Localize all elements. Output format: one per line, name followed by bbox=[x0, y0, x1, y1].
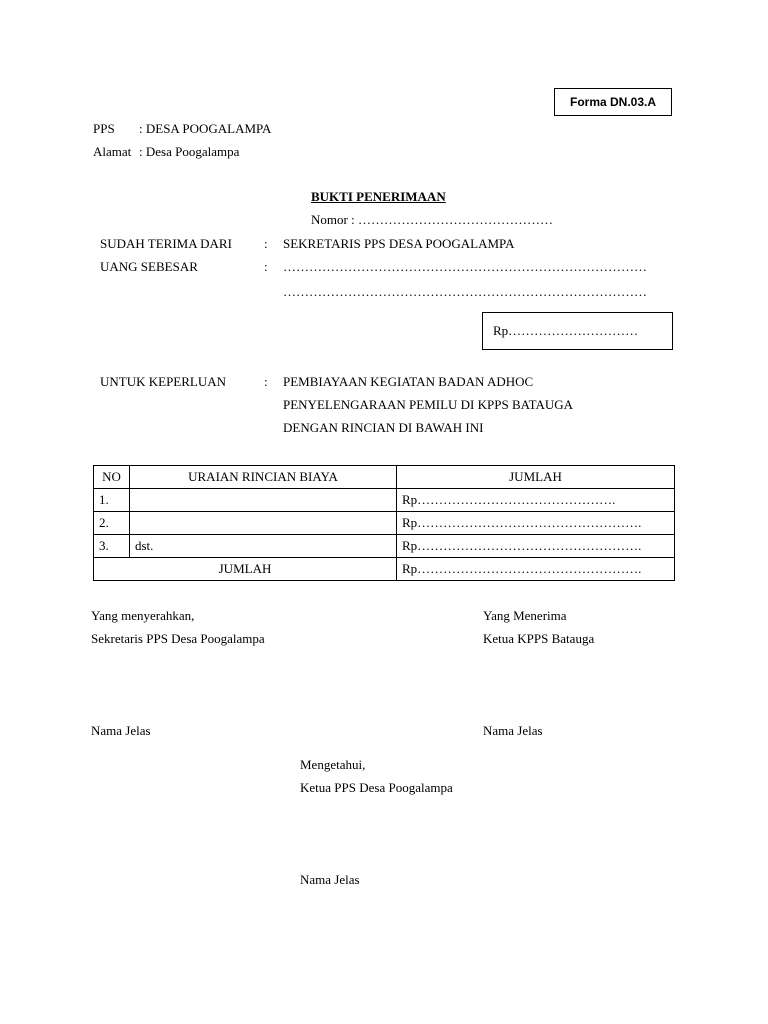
table-row bbox=[94, 512, 675, 535]
document-title: BUKTI PENERIMAAN bbox=[311, 189, 446, 204]
total-label: JUMLAH bbox=[94, 558, 397, 581]
row-uraian: dst. bbox=[130, 535, 397, 558]
header-jumlah: JUMLAH bbox=[397, 466, 675, 489]
table-row bbox=[94, 489, 675, 512]
right-sign-name: Nama Jelas bbox=[483, 723, 543, 738]
header-uraian: URAIAN RINCIAN BIAYA bbox=[130, 466, 397, 489]
right-sign-line-2: Ketua KPPS Batauga bbox=[483, 631, 595, 646]
row-jumlah: Rp………………………………………. bbox=[397, 489, 675, 512]
center-sign-line-2: Ketua PPS Desa Poogalampa bbox=[300, 780, 453, 795]
amount-box-text: Rp………………………… bbox=[493, 323, 639, 338]
keperluan-line-2: PENYELENGARAAN PEMILU DI KPPS BATAUGA bbox=[283, 397, 574, 412]
pps-value: : DESA POOGALAMPA bbox=[139, 121, 272, 136]
total-value: Rp……………………………………………. bbox=[397, 558, 675, 581]
form-code-label: Forma DN.03.A bbox=[569, 95, 657, 109]
header-no: NO bbox=[94, 466, 130, 489]
center-sign-line-1: Mengetahui, bbox=[300, 757, 366, 772]
table-header-row bbox=[94, 466, 675, 489]
row-uraian bbox=[130, 489, 397, 512]
row-uraian bbox=[130, 512, 397, 535]
keperluan-label: UNTUK KEPERLUAN bbox=[100, 374, 227, 389]
alamat-label: Alamat bbox=[93, 144, 132, 159]
table-total-row bbox=[94, 558, 675, 581]
nomor-field: Nomor : ……………………………………… bbox=[311, 212, 553, 227]
row-jumlah: Rp……………………………………………. bbox=[397, 512, 675, 535]
uang-line-2: ………………………………………………………………………… bbox=[283, 284, 647, 299]
left-sign-name: Nama Jelas bbox=[91, 723, 151, 738]
uang-line-1: ………………………………………………………………………… bbox=[283, 259, 647, 274]
terima-colon: : bbox=[264, 236, 268, 251]
left-sign-line-2: Sekretaris PPS Desa Poogalampa bbox=[91, 631, 265, 646]
row-no: 2. bbox=[94, 512, 130, 535]
terima-value: SEKRETARIS PPS DESA POOGALAMPA bbox=[283, 236, 515, 251]
form-code-box bbox=[554, 88, 672, 116]
alamat-value: : Desa Poogalampa bbox=[139, 144, 240, 159]
table-row bbox=[94, 535, 675, 558]
pps-label: PPS bbox=[93, 121, 115, 136]
uang-colon: : bbox=[264, 259, 268, 274]
center-sign-name: Nama Jelas bbox=[300, 872, 360, 887]
left-sign-line-1: Yang menyerahkan, bbox=[91, 608, 195, 623]
keperluan-line-3: DENGAN RINCIAN DI BAWAH INI bbox=[283, 420, 484, 435]
row-no: 1. bbox=[94, 489, 130, 512]
keperluan-line-1: PEMBIAYAAN KEGIATAN BADAN ADHOC bbox=[283, 374, 534, 389]
rincian-table bbox=[93, 465, 675, 581]
keperluan-colon: : bbox=[264, 374, 268, 389]
uang-label: UANG SEBESAR bbox=[100, 259, 198, 274]
terima-label: SUDAH TERIMA DARI bbox=[100, 236, 232, 251]
amount-box bbox=[482, 312, 673, 350]
row-jumlah: Rp……………………………………………. bbox=[397, 535, 675, 558]
row-no: 3. bbox=[94, 535, 130, 558]
right-sign-line-1: Yang Menerima bbox=[483, 608, 567, 623]
